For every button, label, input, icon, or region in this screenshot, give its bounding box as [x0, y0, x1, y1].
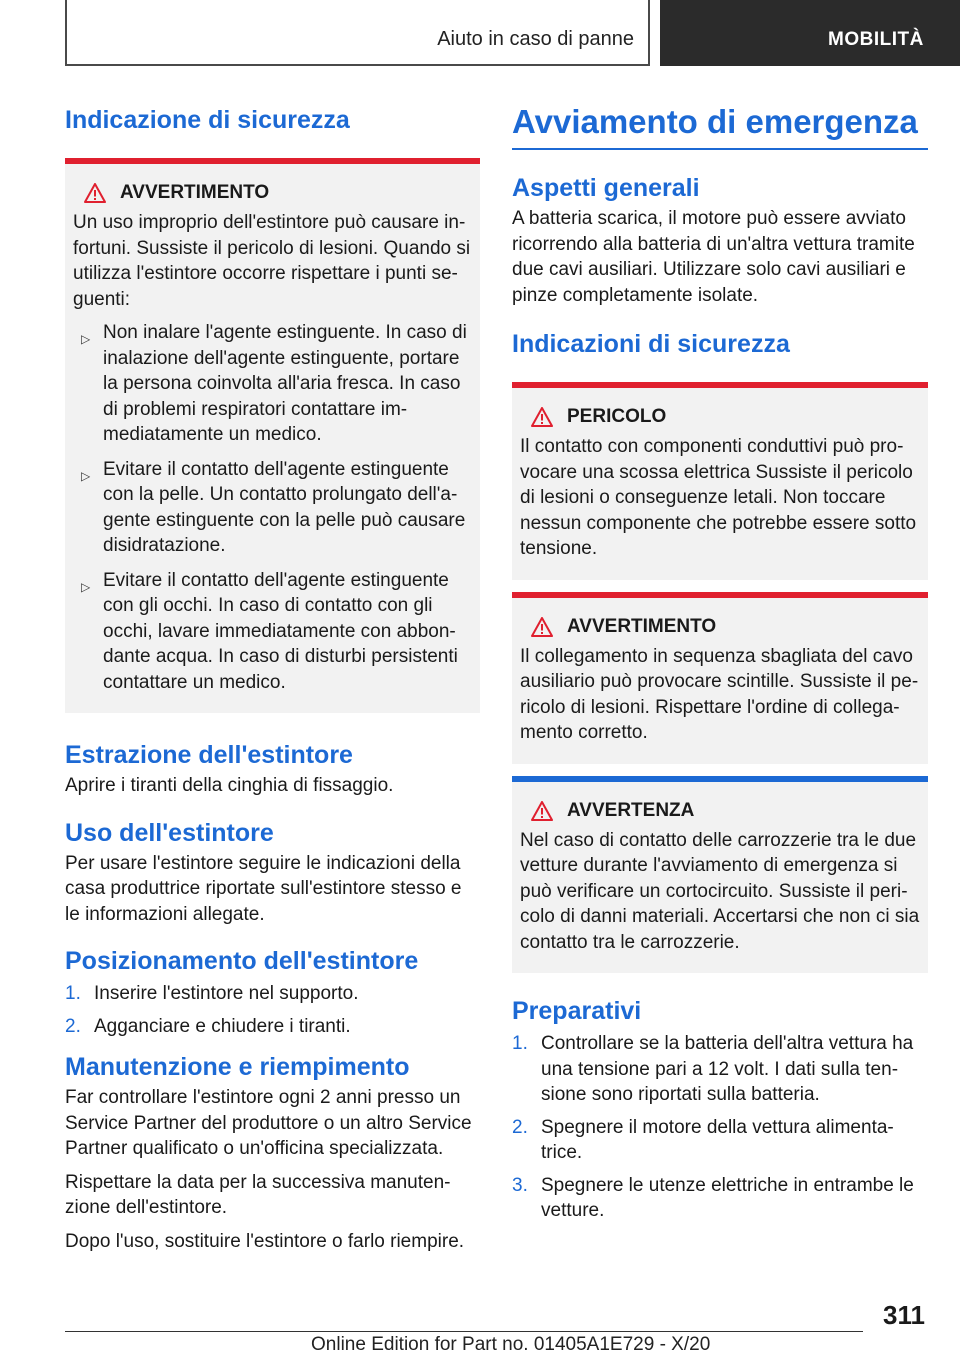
list-item: 1. Inserire l'estintore nel supporto. [65, 983, 359, 1004]
notice-label: AVVERTENZA [567, 799, 695, 821]
page-number: 311 [883, 1300, 925, 1330]
prep-heading: Preparativi [512, 997, 642, 1025]
extraction-heading: Estrazione dell'estintore [65, 741, 353, 769]
warning-text: Un uso improprio dell'estintore può causare infortuni. Sussiste il pericolo di lesioni. Quando si utilizza l'estintore occorre rispettare i punti seguenti: [73, 212, 471, 310]
triangle-bullet-icon: ▷ [81, 468, 91, 483]
warning-box [65, 158, 480, 713]
danger-box-title [531, 404, 920, 430]
warning-text-right: Il collegamento in sequenza sbagliata del cavo ausiliario può provocare scintille. Sussiste il pericolo di lesioni. Rispettare l'ordine di collegamento corretto. [520, 645, 919, 743]
left-column [65, 100, 480, 1254]
footer-edition: Online Edition for Part no. 01405A1E729 - X/20 [311, 1334, 711, 1355]
maintenance-text-3: Dopo l'uso, sostituire l'estintore o farlo riempire. [65, 1230, 465, 1252]
notice-box-title [531, 798, 920, 824]
safety-heading-right: Indicazioni di sicurezza [512, 330, 790, 358]
warning-box-title [84, 180, 472, 206]
danger-label: PERICOLO [567, 406, 667, 427]
notice-triangle-icon [531, 801, 553, 821]
list-item: 3. Spegnere le utenze elettriche in entrambe le vetture. [512, 1174, 914, 1221]
list-item: 2. Agganciare e chiudere i tiranti. [65, 1015, 351, 1037]
header-section-tab [65, 0, 650, 66]
header-chapter-tab [660, 0, 960, 66]
warning-label: AVVERTIMENTO [120, 182, 270, 203]
danger-triangle-icon [531, 407, 553, 427]
danger-box [512, 382, 928, 580]
use-heading: Uso dell'estintore [65, 818, 274, 847]
list-item: 1. Controllare se la batteria dell'altra vettura ha una tensione pari a 12 volt. I dati sulla tensione sono riportati sulla batteria. [512, 1033, 914, 1105]
list-item: 2. Spegnere il motore della vettura alimentatrice. [512, 1116, 894, 1163]
warning-triangle-icon [531, 617, 553, 637]
safety-heading: Indicazione di sicurezza [65, 106, 350, 134]
maintenance-heading: Manutenzione e riempimento [65, 1053, 410, 1081]
page-header [0, 0, 960, 66]
header-chapter-label: MOBILITÀ [828, 29, 924, 50]
use-text: Per usare l'estintore seguire le indicazioni della casa produttrice riportate sull'estintore stesso e le informazioni allegate. [65, 852, 462, 925]
extraction-text: Aprire i tiranti della cinghia di fissaggio. [65, 775, 394, 796]
main-heading: Avviamento di emergenza [512, 103, 918, 140]
triangle-bullet-icon: ▷ [81, 579, 91, 594]
warning-bullet-list [73, 320, 472, 695]
list-item: ▷ Evitare il contatto dell'agente estinguente con gli occhi. In caso di contatto con gli occhi, lavare immediatamente con abbondante acqua. In caso di disturbi persistenti contattare un medico. [81, 569, 458, 693]
maintenance-text-2: Rispettare la data per la successiva manutenzione dell'estintore. [65, 1171, 451, 1218]
list-item: ▷ Non inalare l'agente estinguente. In caso di inalazione dell'agente estinguente, portare la persona coinvolta all'aria fresca. In caso di problemi respiratori contattare immediatamente un medico. [81, 322, 467, 445]
notice-text: Nel caso di contatto delle carrozzerie tra le due vetture durante l'avviamento di emergenza si può verificare un cortocircuito. Sussiste il pericolo di danni materiali. Accertarsi che non ci sia contatto tra le carrozzerie. [520, 829, 920, 953]
prep-steps [512, 1031, 928, 1224]
notice-box [512, 776, 928, 974]
triangle-bullet-icon: ▷ [81, 332, 91, 346]
header-section-label: Aiuto in caso di panne [437, 28, 634, 50]
position-steps [65, 981, 480, 1039]
list-item: ▷ Evitare il contatto dell'agente estinguente con la pelle. Un contatto prolungato dell'agente estinguente con la pelle può causare disidratazione. [81, 458, 466, 556]
warning-triangle-icon [84, 183, 106, 203]
danger-text: Il contatto con componenti conduttivi può provocare una scossa elettrica Sussiste il pericolo di lesioni o conseguenze letali. Non toccare nessun componente che potrebbe essere sotto tensione. [520, 436, 917, 559]
general-text: A batteria scarica, il motore può essere avviato ricorrendo alla batteria di un'altra vettura tramite due cavi ausiliari. Utilizzare solo cavi ausiliari e pinze completamente isolate. [512, 208, 915, 306]
right-column [512, 100, 928, 1231]
position-heading: Posizionamento dell'estintore [65, 947, 419, 975]
footer-divider [65, 1331, 863, 1332]
general-heading: Aspetti generali [512, 174, 700, 202]
heading-divider [512, 148, 928, 150]
warning-label-right: AVVERTIMENTO [567, 615, 717, 637]
maintenance-text-1: Far controllare l'estintore ogni 2 anni presso un Service Partner del produttore o un altro Service Partner qualificato o un'officina specializzata. [65, 1087, 472, 1159]
warning-box-right [512, 592, 928, 764]
warning-box-title-right [531, 614, 920, 640]
